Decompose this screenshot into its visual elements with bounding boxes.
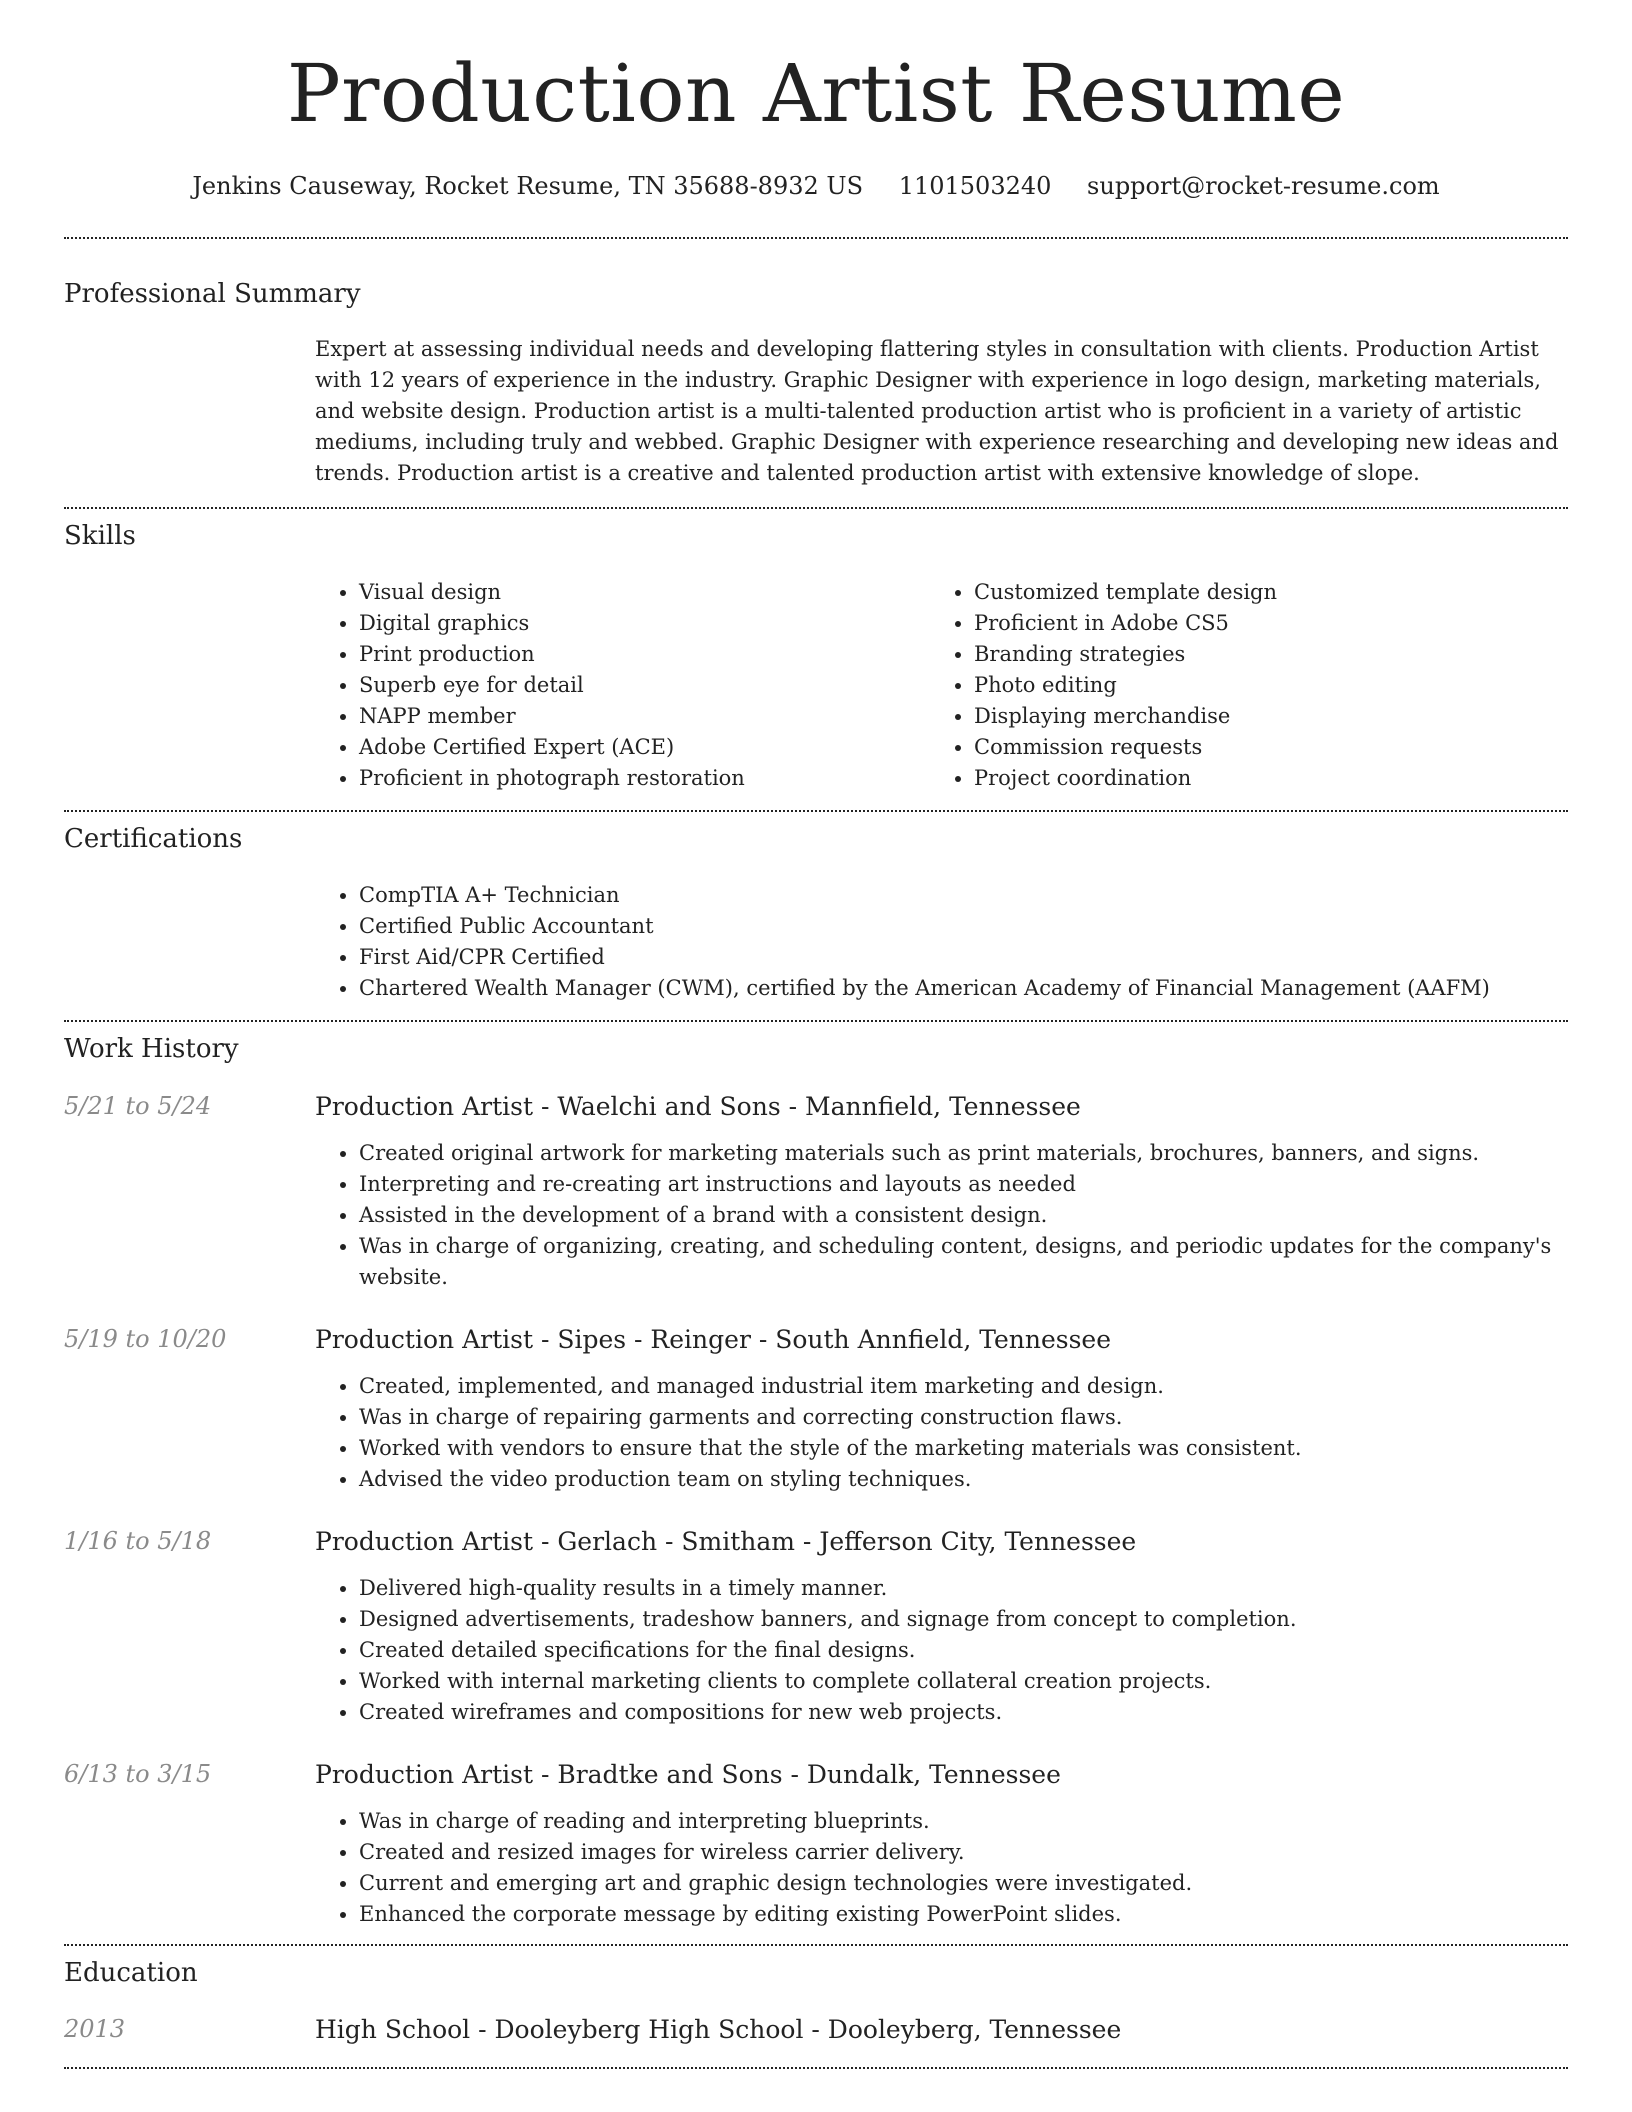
skill-item: • Superb eye for detail [359,670,930,701]
certification-item: • Certified Public Accountant [359,911,1568,942]
resume-page [64,0,1568,2069]
job-entry [64,1760,1568,1930]
skill-item: • Commission requests [974,732,1545,763]
job-entry [64,1325,1568,1495]
skill-item: • Photo editing [974,670,1545,701]
certification-item: • CompTIA A+ Technician [359,880,1568,911]
skill-item: • Displaying merchandise [974,701,1545,732]
skills-column-right [930,577,1545,794]
work-history-section [64,1022,1568,1929]
skill-item: • Proficient in photograph restoration [359,763,930,794]
job-bullet: • Worked with vendors to ensure that the style of the marketing materials was consistent. [359,1433,1568,1464]
divider [64,2067,1568,2069]
job-title: Production Artist - Gerlach - Smitham - Jefferson City, Tennessee [315,1526,1137,1556]
job-bullet: • Designed advertisements, tradeshow banners, and signage from concept to completion. [359,1604,1568,1635]
summary-text: Expert at assessing individual needs and developing flattering styles in consultation with clients. Production Artist with 12 years of experience in the industry. Graphic Designer with experience in logo design, marketing materials, and website design. Production artist is a multi-talented production artist who is proficient in a variety of artistic mediums, including truly and webbed. Graphic Designer with experience researching and developing new ideas and trends. Production artist is a creative and talented production artist with extensive knowledge of slope. [315,336,1559,485]
job-date: 5/19 to 10/20 [64,1324,227,1353]
skills-section [64,509,1568,794]
job-entry [64,1527,1568,1728]
skill-item: • Print production [359,639,930,670]
resume-title: Production Artist Resume [286,47,1346,140]
job-date: 5/21 to 5/24 [64,1091,212,1120]
skill-item: • Project coordination [974,763,1545,794]
job-bullet: • Enhanced the corporate message by editing existing PowerPoint slides. [359,1899,1568,1930]
skill-item: • Proficient in Adobe CS5 [974,608,1545,639]
job-title: Production Artist - Waelchi and Sons - Mannfield, Tennessee [315,1091,1081,1121]
job-bullet: • Was in charge of repairing garments and correcting construction flaws. [359,1402,1568,1433]
certification-item: • Chartered Wealth Manager (CWM), certified by the American Academy of Financial Management (AAFM) [359,973,1568,1004]
education-section [64,1946,1568,2045]
job-bullet: • Created wireframes and compositions for new web projects. [359,1697,1568,1728]
job-title: Production Artist - Sipes - Reinger - South Annfield, Tennessee [315,1324,1111,1354]
skills-heading: Skills [64,520,136,551]
job-bullet: • Worked with internal marketing clients to complete collateral creation projects. [359,1666,1568,1697]
skill-item: • Adobe Certified Expert (ACE) [359,732,930,763]
job-bullet: • Interpreting and re-creating art instructions and layouts as needed [359,1169,1568,1200]
job-bullet: • Created original artwork for marketing materials such as print materials, brochures, banners, and signs. [359,1138,1568,1169]
contact-address: Jenkins Causeway, Rocket Resume, TN 35688-8932 US [192,172,864,200]
skill-item: • Customized template design [974,577,1545,608]
job-bullet: • Delivered high-quality results in a timely manner. [359,1573,1568,1604]
contact-email[interactable]: support@rocket-resume.com [1087,172,1440,200]
education-title: High School - Dooleyberg High School - Dooleyberg, Tennessee [315,2014,1122,2044]
job-entry [64,1092,1568,1293]
contact-phone: 1101503240 [898,172,1052,200]
work-history-heading: Work History [64,1034,239,1065]
job-bullet: • Assisted in the development of a brand with a consistent design. [359,1200,1568,1231]
skill-item: • Visual design [359,577,930,608]
job-bullet: • Current and emerging art and graphic design technologies were investigated. [359,1868,1568,1899]
certifications-section [64,812,1568,1004]
job-date: 6/13 to 3/15 [64,1759,212,1788]
skill-item: • NAPP member [359,701,930,732]
skills-column-left [315,577,930,794]
contact-line [64,172,1568,201]
job-title: Production Artist - Bradtke and Sons - Dundalk, Tennessee [315,1759,1061,1789]
job-bullet: • Was in charge of organizing, creating, and scheduling content, designs, and periodic updates for the company's website. [359,1231,1568,1293]
skill-item: • Digital graphics [359,608,930,639]
summary-heading: Professional Summary [64,278,361,309]
education-year: 2013 [64,2014,126,2043]
job-bullet: • Created detailed specifications for the final designs. [359,1635,1568,1666]
job-bullet: • Created and resized images for wireless carrier delivery. [359,1837,1568,1868]
education-entry [64,2015,1568,2045]
job-bullet: • Advised the video production team on styling techniques. [359,1464,1568,1495]
job-bullet: • Was in charge of reading and interpreting blueprints. [359,1806,1568,1837]
job-bullet: • Created, implemented, and managed industrial item marketing and design. [359,1371,1568,1402]
skill-item: • Branding strategies [974,639,1545,670]
education-heading: Education [64,1957,198,1988]
certifications-heading: Certifications [64,824,243,855]
summary-section [64,239,1568,489]
certification-item: • First Aid/CPR Certified [359,942,1568,973]
job-date: 1/16 to 5/18 [64,1526,212,1555]
